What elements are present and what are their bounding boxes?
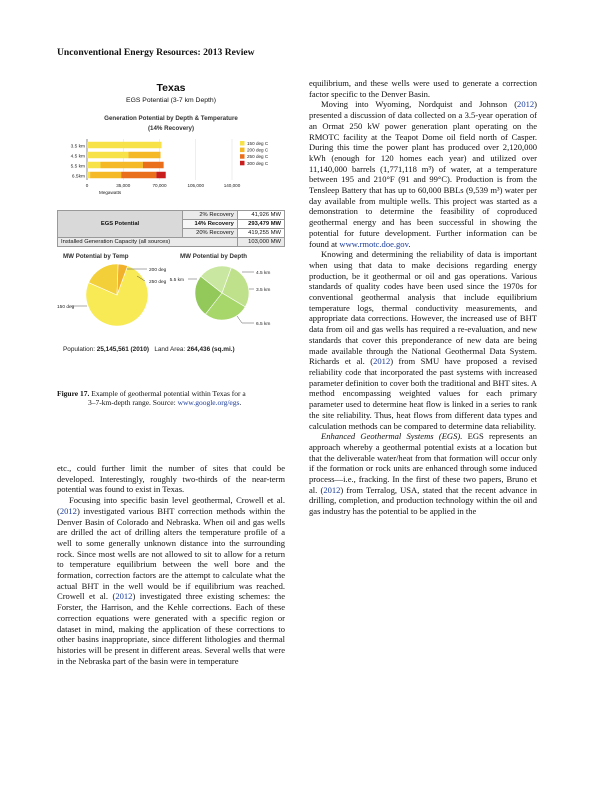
paragraph: equilibrium, and these wells were used to generate a correction factor specific to the Denver Basin.	[309, 78, 537, 99]
text: ) presented a discussion of data collected on a 3.5-year operation of an Ormat 250 kW power generation plant operating on the RMOTC facility at the Teapot Dome oil field north of Casper. During this time the power plant has produced over 2,120,000 kWh (enough for 120 homes each year) and utilized over 11,140,000 barrels (1,771,118 m³) of water, at a temperature between 195 and 210°F (91 and 99°C). Production is from the Tensleep Battery that has up to 60,000 BBLs (9,539 m³) water per day available from multiple wells. This project was started as a demonstration to determine the feasibility of coproduced geothermal energy and has been successful in showing the potential for future development. Further information can be found at	[309, 99, 537, 249]
bar-segment	[121, 172, 156, 179]
text: ) investigated various BHT correction methods within the Denver Basin of Colorado and Nebraska. When oil and gas wells are drilled the act of drilling alters the temperature profile of a well to some generally unknown distance into the surrounding rock. Since most wells are not allowed to sit to allow for a return to temperature equilibrium between the well bore and the formation, correction factors are the attempt to calculate what the actual BHT in the well would be if equilibrium was reached. Crowell et al. (	[57, 505, 285, 602]
paragraph	[309, 99, 537, 249]
paragraph	[309, 249, 537, 431]
leader-line	[237, 316, 254, 323]
egs-potential-table	[57, 210, 285, 247]
figure-title: Texas	[156, 82, 186, 94]
land-area-label: Land Area:	[154, 346, 186, 353]
legend-swatch	[240, 141, 245, 146]
bar-segment	[87, 172, 90, 179]
pie-depth-title: MW Potential by Depth	[180, 253, 248, 260]
legend-swatch	[240, 161, 245, 166]
citation-link[interactable]: 2012	[373, 356, 391, 367]
right-column	[309, 78, 537, 517]
left-column	[57, 463, 285, 666]
pie-label: 4.5 km	[256, 271, 271, 276]
x-tick-label: 35,000	[116, 183, 131, 188]
pie-temp-title: MW Potential by Temp	[63, 253, 129, 260]
paragraph	[309, 431, 537, 517]
egs-potential-header: EGS Potential	[58, 211, 183, 238]
population-label: Population:	[63, 346, 95, 353]
recovery-value: 419,255 MW	[237, 229, 284, 238]
bar-segment	[87, 152, 128, 159]
text: Moving into Wyoming, Nordquist and Johnson (	[321, 99, 518, 110]
stacked-bar-chart	[57, 136, 285, 208]
citation-link[interactable]: 2012	[323, 484, 341, 495]
recovery-value: 41,926 MW	[237, 211, 284, 220]
caption-end: .	[239, 398, 242, 408]
bar-segment	[128, 152, 160, 159]
x-axis-label: Megawatts	[99, 190, 122, 195]
caption-text: Example of geothermal potential within Texas for a	[91, 389, 246, 398]
recovery-label: 20% Recovery	[183, 229, 238, 238]
text: EGS represents an approach whereby a geothermal potential exists at a location but that the deliverable water/heat from that formation will occur only if the formation or rock units are enhanced through some induced process—i.e., fracking. In the first of these two papers, Bruno et al. (	[309, 431, 537, 495]
section-heading: Enhanced Geothermal Systems (EGS).	[321, 431, 463, 442]
pie-label: 3.5 km	[256, 288, 271, 293]
paragraph: etc., could further limit the number of sites that could be developed. Interestingly, roughly two-thirds of the near-term potential was found to exist in Texas.	[57, 463, 285, 495]
text: ) from Terralog, USA, stated that the recent advance in drilling, completion, and production technology within the oil and gas industry has the potential to be applied in the	[309, 484, 537, 517]
citation-link[interactable]: 2012	[517, 99, 535, 110]
y-tick-label: 4.5 km	[70, 154, 85, 160]
paragraph	[57, 495, 285, 666]
table-row	[58, 238, 285, 247]
table-row	[58, 211, 285, 220]
x-tick-label: 105,000	[187, 183, 205, 188]
caption-text-2: 3–7-km-depth range. Source:	[88, 398, 178, 408]
text: .	[408, 238, 411, 249]
legend-swatch	[240, 148, 245, 153]
caption-link[interactable]: www.google.org/egs	[177, 398, 240, 408]
y-tick-label: 6.5km	[71, 174, 85, 180]
pie-label: 200 deg	[149, 268, 167, 273]
x-tick-label: 70,000	[152, 183, 167, 188]
caption-label: Figure 17.	[57, 389, 90, 398]
bar-segment	[100, 162, 142, 169]
pie-label: 5.5 km	[169, 278, 184, 283]
recovery-label: 2% Recovery	[183, 211, 238, 220]
recovery-value: 293,479 MW	[237, 220, 284, 229]
figure-subtitle: EGS Potential (3-7 km Depth)	[126, 97, 216, 104]
x-tick-label: 140,000	[223, 183, 241, 188]
bar-segment	[87, 162, 100, 169]
pie-label: 250 deg	[149, 280, 167, 285]
installed-capacity-label: Installed Generation Capacity (all sources)	[58, 238, 238, 247]
x-tick-label: 0	[85, 183, 89, 188]
running-head: Unconventional Energy Resources: 2013 Review	[57, 47, 255, 58]
text: Focusing into specific basin level geothermal, Crowell et al. (	[57, 495, 285, 516]
text: Knowing and determining the reliability of data is important when using that data to make decisions regarding energy production, be it geothermal or oil and gas operations. Various standards of quality codes have been used since the 1970s for conventional geothermal analysis that include equilibrium temperature logs, thermal conductivity measurements, and appropriate data corrections. However, the increased use of BHT data from oil and gas wells has required a re-evaluation, and new standards that cover this preponderance of new data are being made available through the National Geothermal Data System. Richards et al. (	[309, 249, 537, 367]
land-area-value: 264,436 (sq.mi.)	[187, 346, 235, 353]
y-tick-label: 3.5 km	[70, 144, 85, 150]
bar-segment	[143, 162, 164, 169]
figure-17	[57, 78, 285, 378]
web-link[interactable]: www.rmotc.doe.gov	[339, 238, 409, 249]
legend-label: 150 deg C	[247, 141, 269, 146]
legend-label: 200 deg C	[247, 147, 269, 153]
y-tick-label: 5.5 km	[70, 164, 85, 170]
bar-chart-subtitle: (14% Recovery)	[147, 125, 195, 132]
legend-label: 300 deg C	[247, 160, 269, 166]
bar-segment	[90, 172, 121, 179]
citation-link[interactable]: 2012	[59, 505, 77, 516]
bar-chart-title: Generation Potential by Depth & Temperature	[104, 115, 238, 122]
text: ) from SMU have proposed a revised reliability code that incorporated the past systems with increased parameter definition to cover both the traditional and BHT sites. A method encompassing weighted values for each primary parameter used to determine heat flow is linked in a series to rank the site reliability. Thus, heat flows from different data types and calculation methods can be compared to determine data reliability.	[309, 356, 537, 431]
legend-swatch	[240, 154, 245, 159]
pie-label: 150 deg	[57, 305, 75, 310]
text: ) investigated three existing schemes: the Forster, the Harrison, and the Kehle corrections. Each of these correction equations were generated with a specific region or dataset in mind, making the application of these corrections to other basins inappropriate, since different lithologies and thermal histories will be present in different areas. Several wells that were in the Nebraska part of the basin were in temperature	[57, 591, 286, 666]
installed-capacity-value: 103,000 MW	[237, 238, 284, 247]
figure-caption	[57, 389, 285, 408]
citation-link[interactable]: 2012	[115, 591, 133, 602]
pie-charts	[57, 261, 285, 343]
recovery-label: 14% Recovery	[183, 220, 238, 229]
legend-label: 250 deg C	[247, 154, 269, 160]
bar-segment	[87, 142, 162, 149]
population-line	[63, 346, 235, 353]
bar-segment	[156, 172, 165, 179]
population-value: 25,145,561 (2010)	[96, 346, 149, 353]
pie-label: 6.5 km	[256, 322, 271, 327]
